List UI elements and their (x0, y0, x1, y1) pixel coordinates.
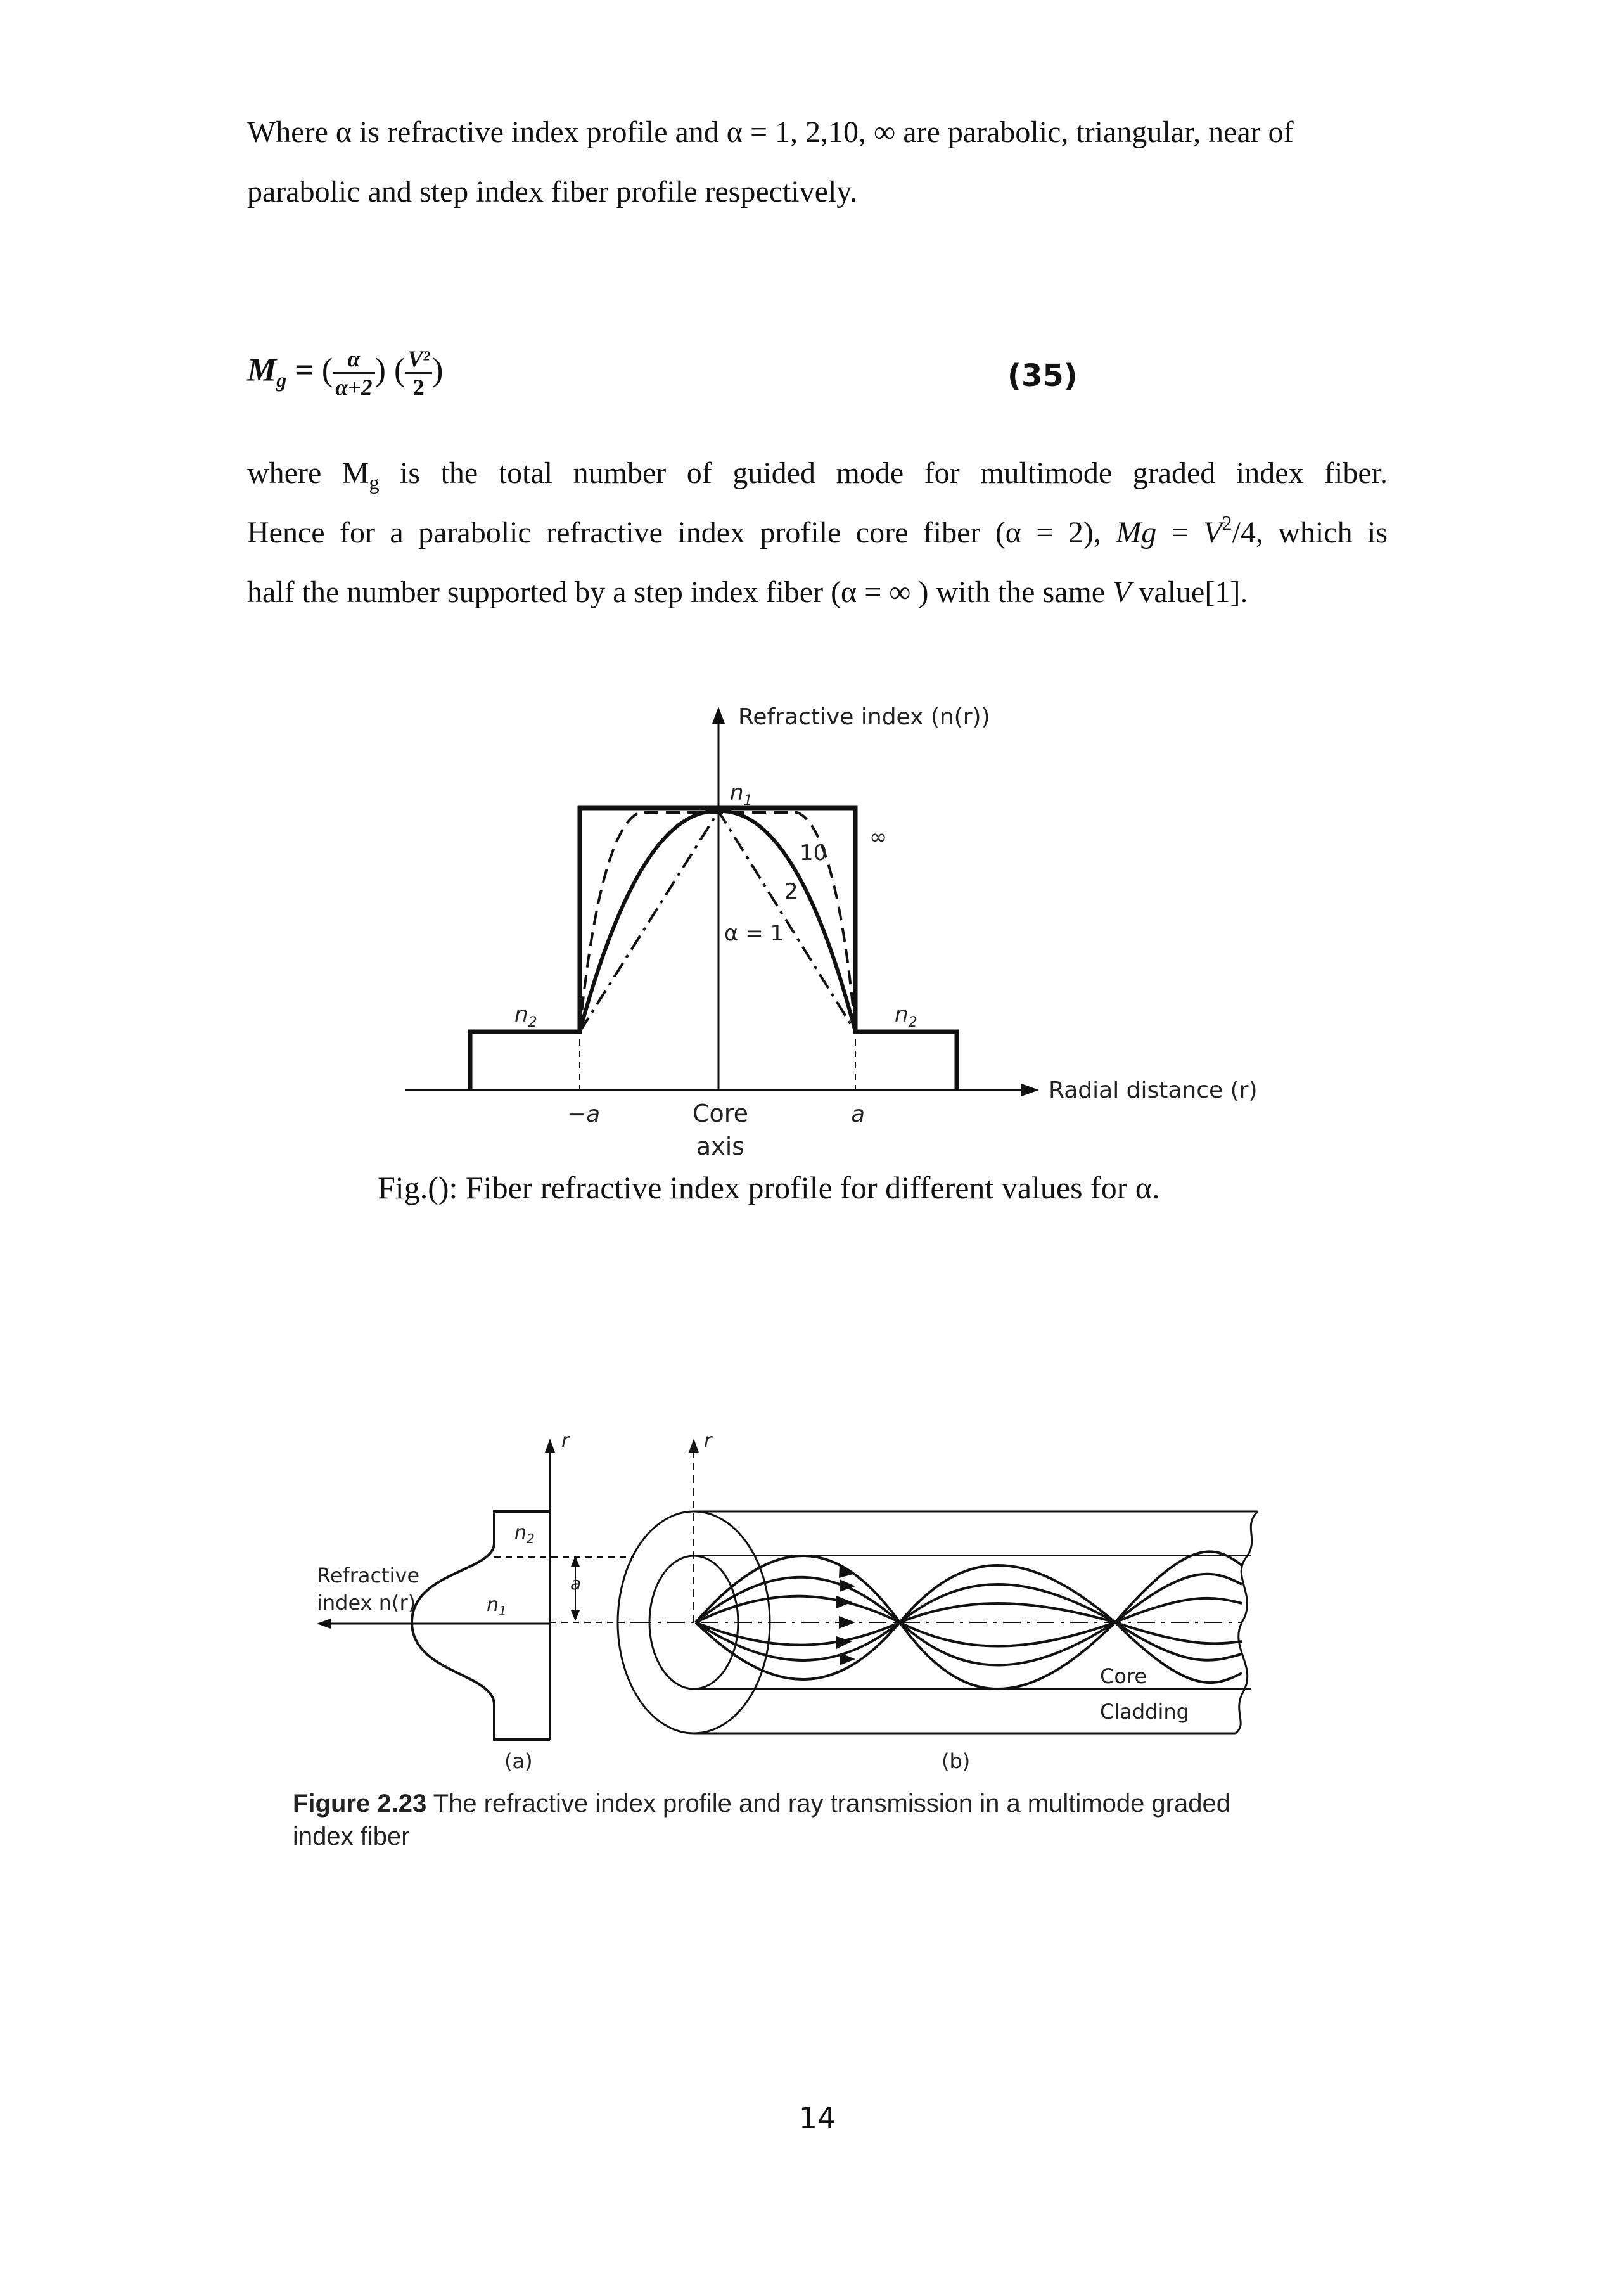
equation-mg: $M_g$ = ( $\frac{\alpha}{\alpha+2}$ ) ( $\frac{\text{V²}}{2}$ ) (247, 346, 444, 400)
label-r-a: r (561, 1430, 570, 1452)
refractive-label-2: index n(r) (317, 1591, 416, 1615)
refractive-label-1: Refractive (317, 1563, 420, 1587)
ray-paths (696, 1551, 1242, 1689)
panel-b-label: (b) (942, 1749, 971, 1773)
label-n2-right: $n_2$ (895, 1002, 917, 1030)
label-a-dimension: a (570, 1573, 582, 1594)
panel-a-label: (a) (504, 1749, 533, 1773)
r-axis-a-arrow (545, 1439, 555, 1453)
tick-pos-a: a (851, 1101, 865, 1127)
eq-frac1-denominator: α+2 (335, 375, 373, 400)
label-core: Core (1100, 1664, 1147, 1688)
eq-frac2-numerator: V² (405, 345, 432, 374)
label-n2-left: $n_2$ (514, 1002, 537, 1030)
label-alpha-infinity: ∞ (869, 824, 888, 850)
core-axis-label-1: Core (693, 1100, 748, 1127)
label-cladding: Cladding (1100, 1700, 1189, 1724)
paragraph-line: Where α is refractive index profile and α = 1, 2,10, ∞ are parabolic, triangular, near of (247, 115, 1294, 149)
label-n2-a: $n_2$ (514, 1522, 535, 1546)
equation-number: (35) (1007, 358, 1078, 394)
y-axis-label: Refractive index (n(r)) (738, 704, 990, 730)
label-alpha-1: α = 1 (724, 921, 784, 946)
eq-lhs-sub: g (276, 368, 287, 392)
eq-frac1-numerator: α (333, 345, 374, 374)
paragraph-line: half the number supported by a step index fiber (α = ∞ ) with the same V value[1]. (247, 575, 1248, 609)
label-alpha-2: 2 (784, 879, 798, 904)
label-n1-a: $n_1$ (487, 1594, 507, 1619)
figure1-caption: Fig.(): Fiber refractive index profile for different values for α. (378, 1170, 1160, 1205)
page-number: 14 (798, 2101, 836, 2135)
eq-lhs: M (247, 352, 277, 388)
paragraph-line: where $M_g$ is the total number of guided mode for multimode graded index fiber. (247, 456, 1388, 494)
x-axis-label: Radial distance (r) (1049, 1077, 1258, 1103)
eq-frac2-denominator: 2 (412, 375, 425, 400)
index-axis-a-arrow (317, 1619, 331, 1629)
label-alpha-10: 10 (800, 840, 827, 866)
label-r-b: r (704, 1430, 712, 1452)
tick-neg-a: −a (567, 1101, 601, 1127)
eq-equals: = (295, 352, 314, 388)
figure2-caption: Figure 2.23 The refractive index profile and ray transmission in a multimode graded index fiber (293, 1790, 1230, 1850)
label-n1: $n_1$ (730, 780, 753, 809)
paragraph-line: parabolic and step index fiber profile respectively. (247, 175, 858, 208)
core-axis-label-2: axis (696, 1132, 745, 1160)
paragraph-line: Hence for a parabolic refractive index profile core fiber (α = 2), $Mg = V^2/4$, which is (247, 511, 1388, 549)
r-axis-b-arrow (689, 1439, 699, 1453)
